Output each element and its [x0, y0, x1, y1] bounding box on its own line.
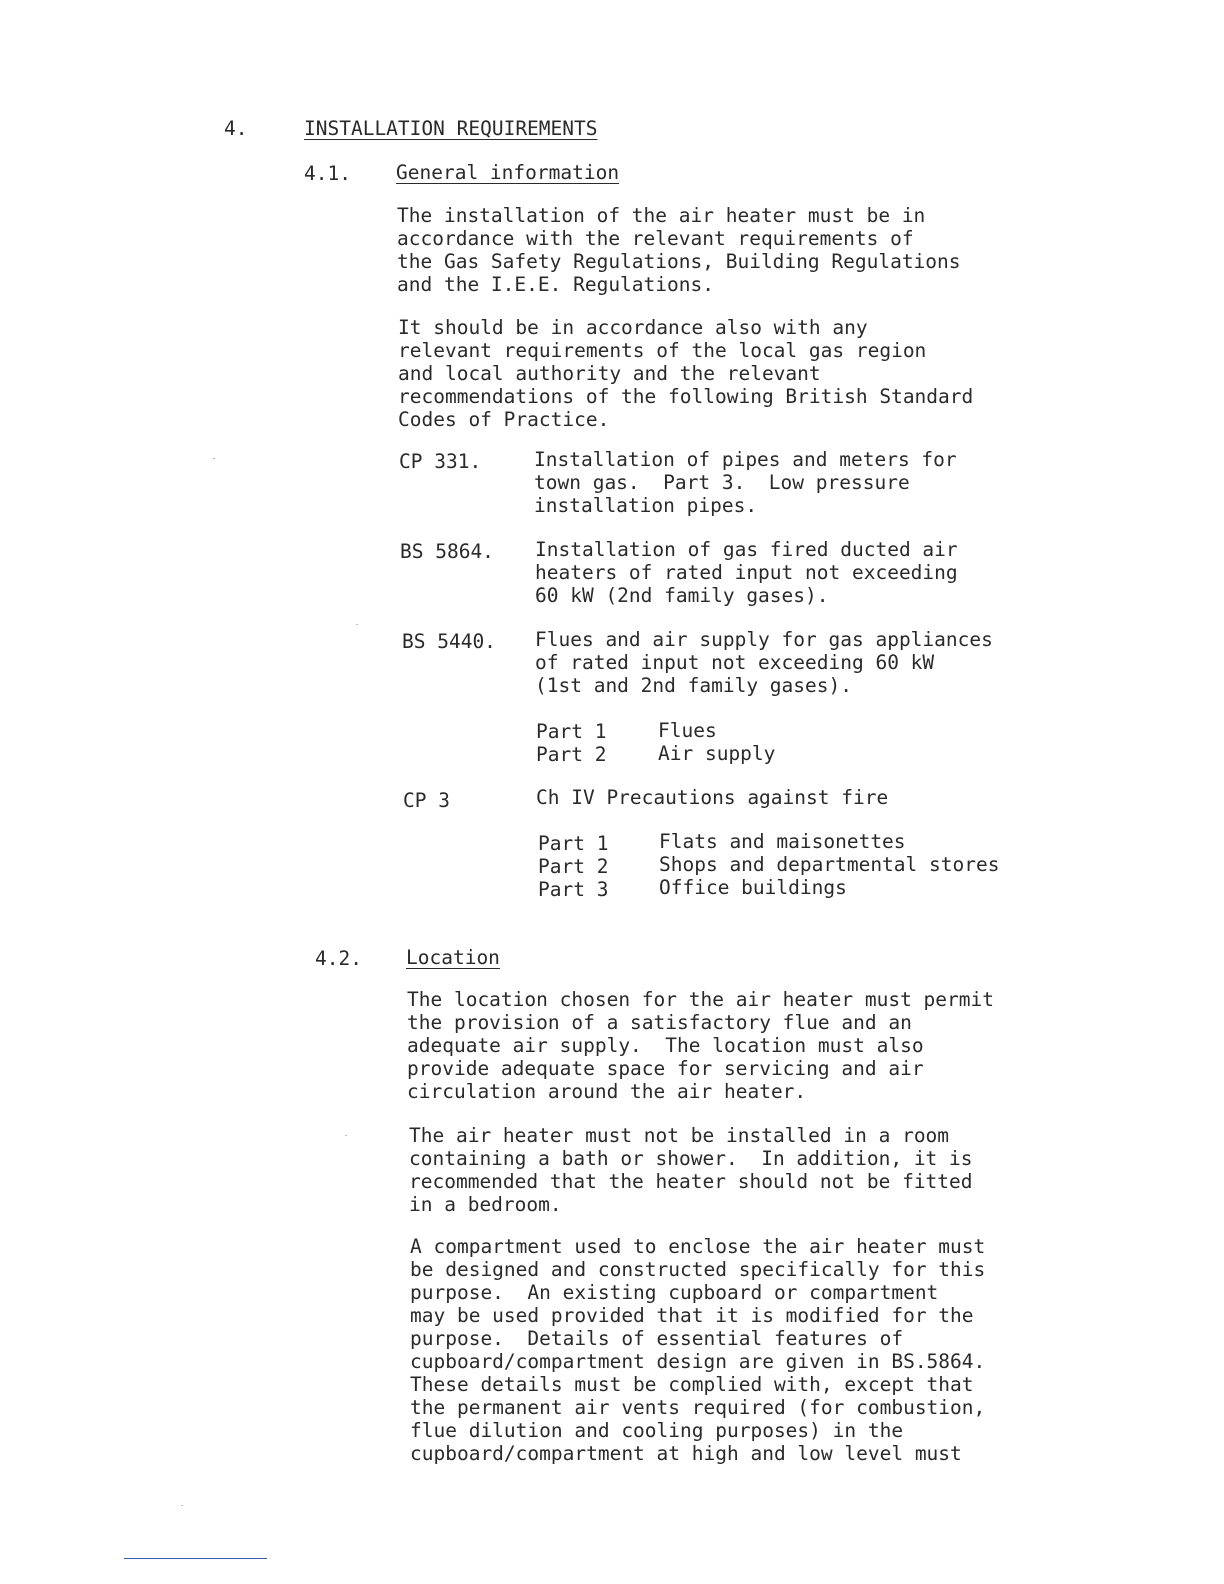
bs5440-part-label: Part 2	[536, 743, 607, 766]
paragraph-line: purpose. An existing cupboard or compartment	[410, 1281, 939, 1304]
code-cp3-description: Ch IV Precautions against fire	[536, 786, 889, 809]
code-bs5864: BS 5864.	[400, 540, 494, 563]
description-line: Installation of gas fired ducted air	[535, 538, 958, 561]
code-bs5440-description	[535, 628, 993, 697]
code-bs5864-description	[535, 538, 958, 607]
scan-speck	[181, 1505, 183, 1506]
scan-speck	[345, 1135, 347, 1136]
footnote-rule	[124, 1558, 267, 1559]
paragraph-line: The installation of the air heater must be in	[397, 204, 926, 227]
paragraph-line: provide adequate space for servicing and air	[407, 1057, 924, 1080]
paragraph-line: The air heater must not be installed in a room	[409, 1124, 950, 1147]
paragraph-line: recommendations of the following British Standard	[398, 385, 974, 408]
bs5440-part-desc: Flues	[658, 719, 717, 742]
paragraph-line: purpose. Details of essential features of	[410, 1327, 904, 1350]
description-line: Installation of pipes and meters for	[534, 448, 957, 471]
paragraph-line: It should be in accordance also with any	[398, 316, 868, 339]
subsection-4-1-title: General information	[396, 161, 620, 184]
description-line: of rated input not exceeding 60 kW	[535, 651, 935, 674]
paragraph-line: in a bedroom.	[409, 1193, 562, 1216]
bs5440-part-label: Part 1	[536, 720, 607, 743]
paragraph-line: the Gas Safety Regulations, Building Regulations	[397, 250, 961, 273]
description-line: town gas. Part 3. Low pressure	[534, 471, 910, 494]
cp3-part-desc: Office buildings	[659, 876, 847, 899]
paragraph-line: and the I.E.E. Regulations.	[397, 273, 714, 296]
section-title: INSTALLATION REQUIREMENTS	[304, 117, 598, 140]
subsection-4-2-number: 4.2.	[315, 947, 362, 970]
cp3-part-desc: Flats and maisonettes	[659, 830, 906, 853]
paragraph-line: the provision of a satisfactory flue and an	[407, 1011, 912, 1034]
subsection-4-1-number: 4.1.	[304, 162, 351, 185]
paragraph-line: These details must be complied with, except that	[410, 1373, 974, 1396]
paragraph-line: accordance with the relevant requirements of	[397, 227, 914, 250]
location-paragraph-3	[410, 1235, 985, 1465]
cp3-part-label: Part 2	[538, 855, 609, 878]
cp3-part-label: Part 1	[538, 832, 609, 855]
code-bs5440: BS 5440.	[402, 630, 496, 653]
description-line: installation pipes.	[534, 494, 758, 517]
paragraph-line: relevant requirements of the local gas region	[398, 339, 927, 362]
subsection-4-2-title: Location	[406, 946, 500, 969]
paragraph-line: cupboard/compartment at high and low level must	[410, 1442, 962, 1465]
paragraph-line: the permanent air vents required (for combustion,	[410, 1396, 986, 1419]
paragraph-line: containing a bath or shower. In addition, it is	[409, 1147, 973, 1170]
cp3-part-desc: Shops and departmental stores	[659, 853, 1000, 876]
paragraph-line: be designed and constructed specifically for this	[410, 1258, 986, 1281]
general-info-paragraph-2	[398, 316, 973, 431]
code-cp331-description	[534, 448, 957, 517]
location-paragraph-1	[407, 988, 994, 1103]
paragraph-line: may be used provided that it is modified for the	[410, 1304, 974, 1327]
paragraph-line: flue dilution and cooling purposes) in the	[410, 1419, 904, 1442]
paragraph-line: Codes of Practice.	[398, 408, 610, 431]
paragraph-line: and local authority and the relevant	[398, 362, 821, 385]
paragraph-line: circulation around the air heater.	[407, 1080, 807, 1103]
description-line: Flues and air supply for gas appliances	[535, 628, 993, 651]
paragraph-line: recommended that the heater should not be fitted	[409, 1170, 973, 1193]
paragraph-line: cupboard/compartment design are given in BS.5864.	[410, 1350, 986, 1373]
location-paragraph-2	[409, 1124, 973, 1216]
description-line: heaters of rated input not exceeding	[535, 561, 958, 584]
scan-speck	[356, 624, 358, 625]
code-cp3: CP 3	[403, 789, 450, 812]
cp3-part-label: Part 3	[538, 878, 609, 901]
paragraph-line: adequate air supply. The location must also	[407, 1034, 924, 1057]
code-cp331: CP 331.	[399, 450, 482, 473]
general-info-paragraph-1	[397, 204, 961, 296]
description-line: (1st and 2nd family gases).	[535, 674, 852, 697]
paragraph-line: A compartment used to enclose the air heater must	[410, 1235, 986, 1258]
section-number: 4.	[224, 117, 248, 140]
description-line: 60 kW (2nd family gases).	[535, 584, 829, 607]
bs5440-part-desc: Air supply	[658, 742, 776, 765]
scan-speck	[213, 458, 215, 459]
paragraph-line: The location chosen for the air heater must permit	[407, 988, 994, 1011]
